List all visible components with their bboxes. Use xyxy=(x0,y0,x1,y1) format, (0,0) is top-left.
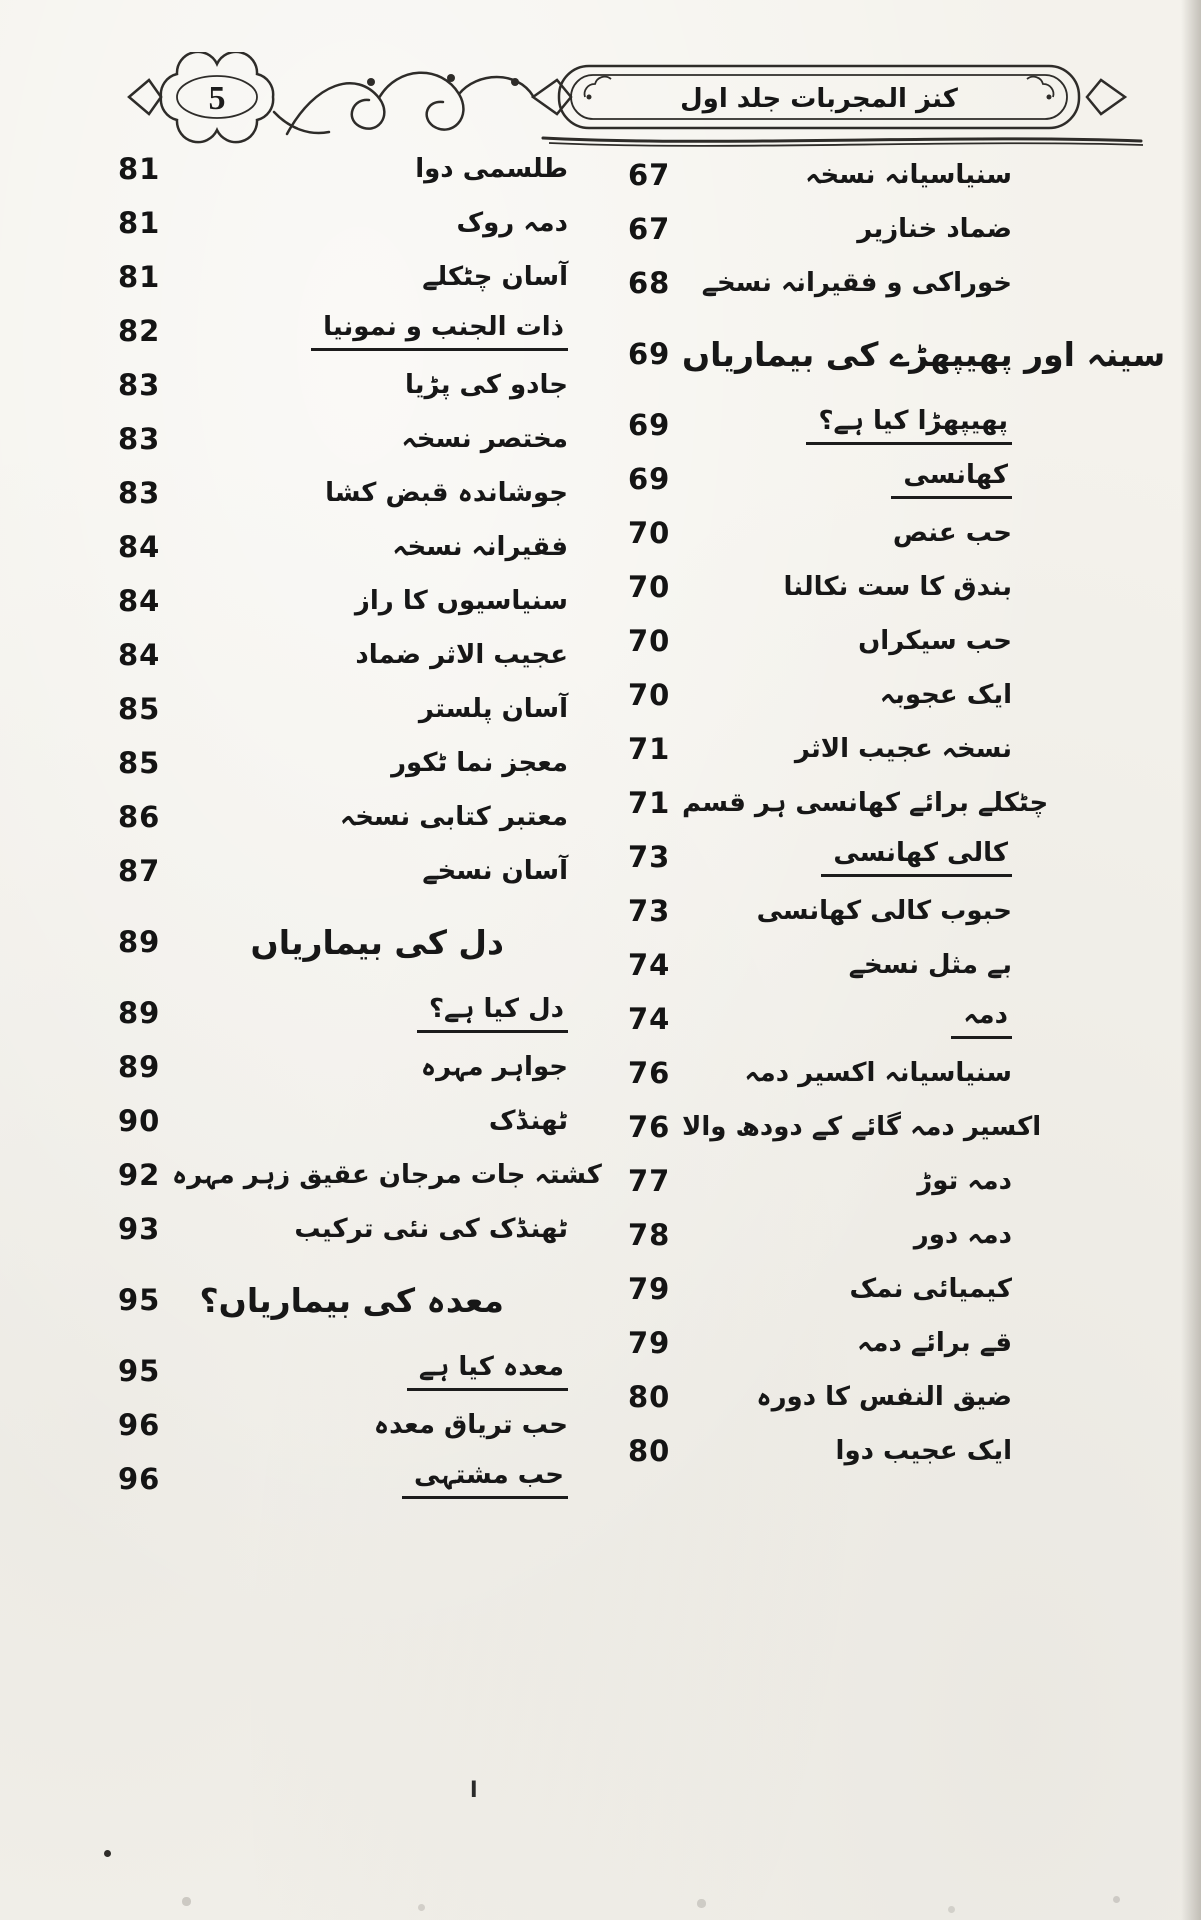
toc-entry xyxy=(118,1398,568,1452)
entry-page-number: 85 xyxy=(118,746,161,780)
entry-title: فقیرانہ نسخہ xyxy=(392,532,568,562)
entry-title: ٹھنڈک کی نئی ترکیب xyxy=(294,1214,568,1244)
toc-entry xyxy=(628,452,1012,506)
entry-page-number: 81 xyxy=(118,206,161,240)
entry-page-number: 73 xyxy=(628,840,671,874)
footer-catchword: ا xyxy=(470,1778,478,1803)
entry-page-number: 70 xyxy=(628,624,671,658)
entry-page-number: 71 xyxy=(628,732,671,766)
toc-entry xyxy=(628,506,1012,560)
entry-page-number: 83 xyxy=(118,476,161,510)
toc-entry xyxy=(118,304,568,358)
entry-title: سنیاسیانہ اکسیر دمہ xyxy=(744,1058,1012,1088)
toc-entry xyxy=(118,574,568,628)
entry-title: طلسمی دوا xyxy=(415,154,568,184)
entry-title: معجز نما ٹکور xyxy=(391,748,568,778)
entry-page-number: 73 xyxy=(628,894,671,928)
entry-page-number: 80 xyxy=(628,1434,671,1468)
entry-title: جوشاندہ قبض کشا xyxy=(325,478,568,508)
entry-page-number: 69 xyxy=(628,462,671,496)
entry-page-number: 86 xyxy=(118,800,161,834)
toc-entry xyxy=(118,1344,568,1398)
entry-title: حب تریاق معدہ xyxy=(373,1410,568,1440)
entry-page-number: 82 xyxy=(118,314,161,348)
floral-ornament-icon xyxy=(274,73,533,134)
entry-title: ضیق النفس کا دورہ xyxy=(756,1382,1012,1412)
entry-page-number: 69 xyxy=(628,337,671,371)
book-title: کنز المجربات جلد اول xyxy=(680,84,958,114)
entry-page-number: 68 xyxy=(628,266,671,300)
entry-page-number: 95 xyxy=(118,1354,161,1388)
toc-entry xyxy=(628,614,1012,668)
entry-title: بندق کا ست نکالنا xyxy=(783,572,1012,602)
entry-title: حب مشتہی xyxy=(402,1460,568,1499)
toc-entry xyxy=(118,736,568,790)
toc-entry xyxy=(628,938,1012,992)
entry-title: دمہ توڑ xyxy=(917,1166,1012,1196)
entry-title: چٹکلے برائے کھانسی ہر قسم xyxy=(682,788,1049,818)
entry-title: سینہ اور پھیپھڑے کی بیماریاں xyxy=(682,334,1166,374)
header-ornament xyxy=(118,52,1180,152)
entry-title: کھانسی xyxy=(891,460,1012,499)
entry-title: دمہ دور xyxy=(913,1220,1012,1250)
toc-entry xyxy=(628,1208,1012,1262)
entry-page-number: 70 xyxy=(628,678,671,712)
toc-entry xyxy=(628,668,1012,722)
toc-entry xyxy=(628,560,1012,614)
toc-entry xyxy=(628,992,1012,1046)
toc-entry xyxy=(118,844,568,898)
toc-entry xyxy=(118,466,568,520)
entry-title: اکسیر دمہ گائے کے دودھ والا xyxy=(682,1112,1042,1142)
entry-title: آسان چٹکلے xyxy=(422,262,568,292)
toc-entry xyxy=(628,884,1012,938)
entry-title: جادو کی پڑیا xyxy=(405,370,568,400)
entry-title: معدہ کی بیماریاں؟ xyxy=(199,1280,504,1320)
entry-page-number: 79 xyxy=(628,1272,671,1306)
entry-title: ایک عجوبہ xyxy=(879,680,1012,710)
toc-entry xyxy=(118,898,568,986)
entry-page-number: 67 xyxy=(628,158,671,192)
entry-title: دمہ روک xyxy=(456,208,568,238)
entry-page-number: 89 xyxy=(118,996,161,1030)
entry-page-number: 69 xyxy=(628,408,671,442)
entry-title: کیمیائی نمک xyxy=(849,1274,1012,1304)
toc-entry xyxy=(118,1040,568,1094)
entry-title: ایک عجیب دوا xyxy=(835,1436,1012,1466)
entry-page-number: 89 xyxy=(118,1050,161,1084)
toc-entry xyxy=(628,1262,1012,1316)
entry-title: دمہ xyxy=(951,1000,1012,1039)
entry-page-number: 81 xyxy=(118,152,161,186)
entry-page-number: 67 xyxy=(628,212,671,246)
entry-title: حب عنص xyxy=(892,518,1012,548)
entry-title: عجیب الاثر ضماد xyxy=(355,640,568,670)
entry-page-number: 71 xyxy=(628,786,671,820)
toc-entry xyxy=(118,196,568,250)
entry-page-number: 70 xyxy=(628,516,671,550)
toc-entry xyxy=(628,1046,1012,1100)
entry-title: مختصر نسخہ xyxy=(401,424,568,454)
entry-page-number: 89 xyxy=(118,925,161,959)
entry-page-number: 83 xyxy=(118,368,161,402)
header-underline xyxy=(543,138,1143,146)
entry-title: دل کیا ہے؟ xyxy=(417,994,568,1033)
toc-entry xyxy=(118,790,568,844)
entry-title: آسان پلستر xyxy=(418,694,568,724)
entry-page-number: 70 xyxy=(628,570,671,604)
ink-dot xyxy=(104,1850,111,1857)
toc-entry xyxy=(118,682,568,736)
entry-page-number: 96 xyxy=(118,1462,161,1496)
entry-title: معتبر کتابی نسخہ xyxy=(339,802,568,832)
toc-entry xyxy=(628,148,1012,202)
toc-entry xyxy=(118,358,568,412)
entry-page-number: 83 xyxy=(118,422,161,456)
entry-title: ٹھنڈک xyxy=(488,1106,568,1136)
entry-title: کشتہ جات مرجان عقیق زہر مہرہ xyxy=(172,1160,602,1190)
entry-title: ذات الجنب و نمونیا xyxy=(311,312,568,351)
page-number: 5 xyxy=(208,80,226,117)
entry-page-number: 74 xyxy=(628,948,671,982)
entry-title: جواہر مہرہ xyxy=(420,1052,568,1082)
entry-title: بے مثل نسخے xyxy=(848,950,1012,980)
entry-title: ضماد خنازیر xyxy=(857,214,1012,244)
entry-page-number: 76 xyxy=(628,1056,671,1090)
entry-title: قے برائے دمہ xyxy=(857,1328,1012,1358)
toc-entry xyxy=(118,1452,568,1506)
entry-title: پھیپھڑا کیا ہے؟ xyxy=(806,406,1012,445)
toc-entry xyxy=(628,398,1012,452)
entry-page-number: 84 xyxy=(118,638,161,672)
entry-title: سنیاسیوں کا راز xyxy=(354,586,568,616)
entry-title: خوراکی و فقیرانہ نسخے xyxy=(701,268,1012,298)
entry-page-number: 92 xyxy=(118,1158,161,1192)
entry-page-number: 79 xyxy=(628,1326,671,1360)
entry-title: سنیاسیانہ نسخہ xyxy=(805,160,1012,190)
toc-entry xyxy=(118,1094,568,1148)
entry-page-number: 85 xyxy=(118,692,161,726)
page-edge-shadow xyxy=(1181,0,1201,1920)
toc-entry xyxy=(628,202,1012,256)
entry-page-number: 96 xyxy=(118,1408,161,1442)
entry-page-number: 76 xyxy=(628,1110,671,1144)
entry-title: آسان نسخے xyxy=(422,856,568,886)
scan-speckles xyxy=(0,1890,3,1893)
entry-page-number: 93 xyxy=(118,1212,161,1246)
toc-entry xyxy=(628,1154,1012,1208)
toc-entry xyxy=(118,250,568,304)
toc-entry xyxy=(628,722,1012,776)
entry-title: حب سیکراں xyxy=(858,626,1012,656)
entry-page-number: 84 xyxy=(118,584,161,618)
toc-column-left xyxy=(118,142,602,1506)
toc-entry xyxy=(628,830,1012,884)
entry-title: کالی کھانسی xyxy=(821,838,1012,877)
entry-page-number: 78 xyxy=(628,1218,671,1252)
entry-page-number: 87 xyxy=(118,854,161,888)
entry-title: معدہ کیا ہے xyxy=(407,1352,568,1391)
toc-entry xyxy=(118,986,568,1040)
toc-entry xyxy=(628,1370,1012,1424)
entry-title: حبوب کالی کھانسی xyxy=(756,896,1012,926)
toc-column-right xyxy=(628,148,1166,1478)
toc-entry xyxy=(118,628,568,682)
toc-entry xyxy=(628,1316,1012,1370)
entry-page-number: 84 xyxy=(118,530,161,564)
title-cartouche xyxy=(533,66,1125,128)
toc-entry xyxy=(628,256,1012,310)
toc-entry xyxy=(628,776,1049,830)
toc-entry xyxy=(118,412,568,466)
entry-page-number: 77 xyxy=(628,1164,671,1198)
toc-entry xyxy=(118,142,568,196)
entry-page-number: 95 xyxy=(118,1283,161,1317)
entry-title: نسخہ عجیب الاثر xyxy=(794,734,1012,764)
toc-entry xyxy=(628,1424,1012,1478)
toc-entry xyxy=(118,1256,568,1344)
page-number-cartouche xyxy=(129,52,273,142)
toc-entry xyxy=(118,1148,602,1202)
toc-entry xyxy=(628,310,1166,398)
toc-entry xyxy=(628,1100,1042,1154)
toc-entry xyxy=(118,1202,568,1256)
entry-page-number: 81 xyxy=(118,260,161,294)
toc-entry xyxy=(118,520,568,574)
entry-page-number: 74 xyxy=(628,1002,671,1036)
entry-page-number: 90 xyxy=(118,1104,161,1138)
entry-page-number: 80 xyxy=(628,1380,671,1414)
entry-title: دل کی بیماریاں xyxy=(250,922,504,962)
